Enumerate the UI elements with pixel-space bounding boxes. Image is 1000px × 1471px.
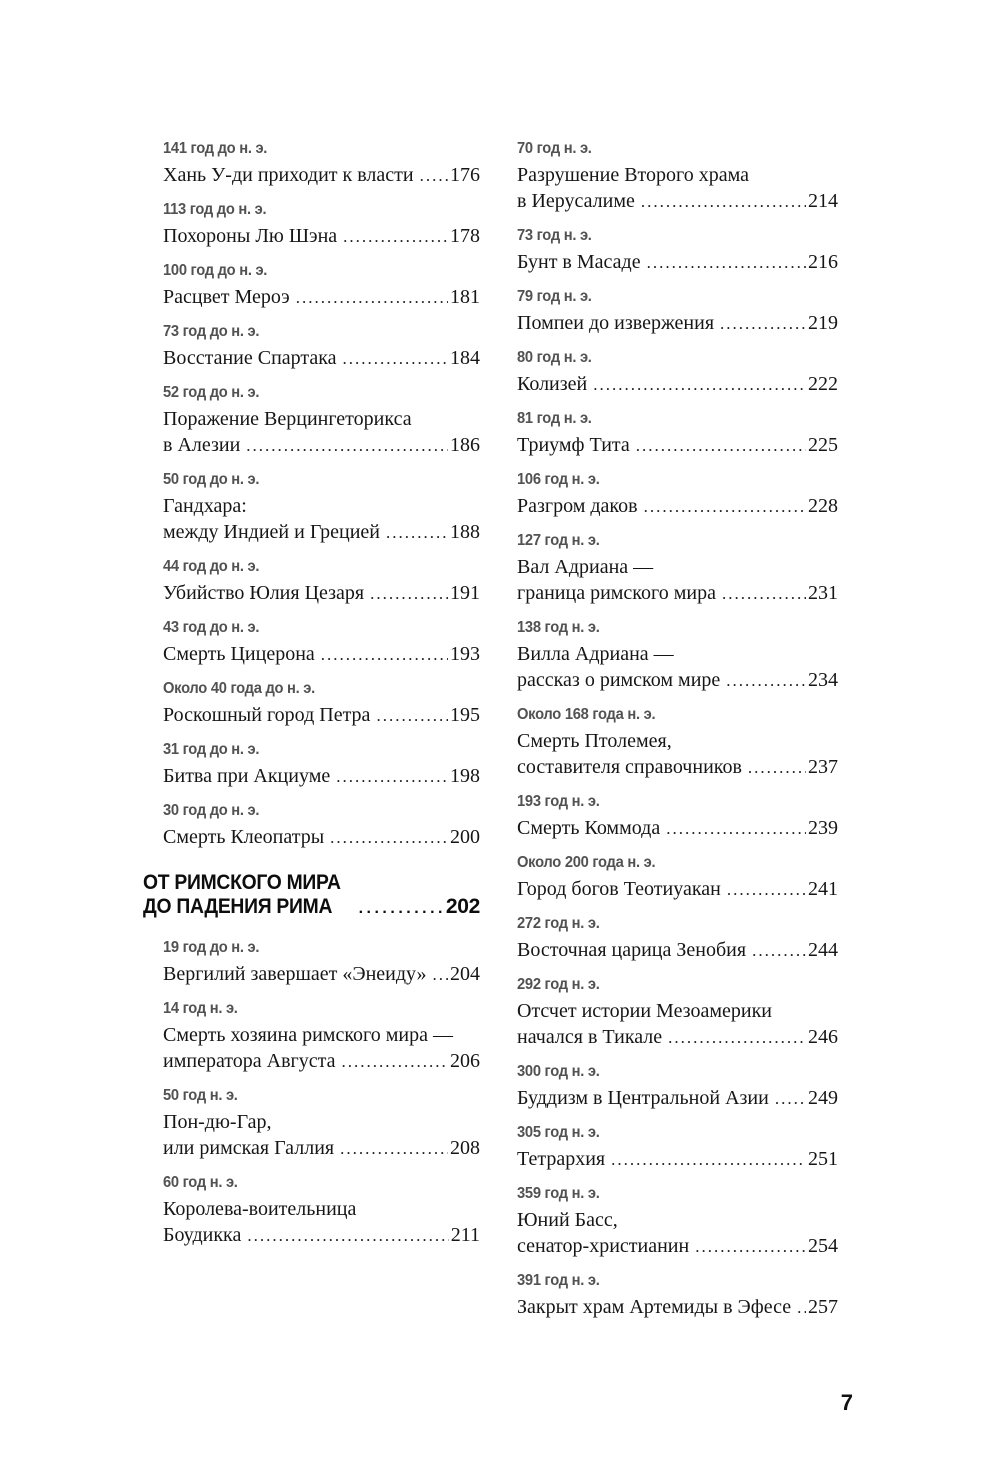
entry-title-text: Закрыт храм Артемиды в Эфесе — [517, 1296, 792, 1318]
entry-page-number: 191 — [450, 582, 480, 604]
entry-page-number: 234 — [808, 669, 838, 691]
entry-title-line — [163, 345, 480, 372]
dot-leader — [247, 1222, 448, 1249]
toc-entry — [143, 382, 480, 459]
entry-date: 138 год н. э. — [517, 619, 600, 636]
entry-date: 79 год н. э. — [517, 288, 592, 305]
dot-leader — [386, 519, 448, 546]
entry-page-number: 211 — [450, 1224, 480, 1246]
page-number: 7 — [840, 1390, 853, 1415]
entry-title-line — [517, 876, 838, 903]
entry-date: 113 год до н. э. — [163, 201, 267, 218]
entry-page-number: 176 — [450, 164, 480, 186]
toc-entry — [143, 937, 480, 988]
entry-date: 359 год н. э. — [517, 1185, 600, 1202]
dot-leader — [343, 223, 448, 250]
dot-leader — [341, 1048, 448, 1075]
toc-entry — [143, 138, 480, 189]
toc-entry — [143, 1085, 480, 1162]
entry-page-number: 244 — [808, 939, 838, 961]
toc-entry — [517, 974, 838, 1051]
entry-page-number: 251 — [808, 1148, 838, 1170]
entry-title-text: Похороны Лю Шэна — [163, 225, 338, 247]
entry-title-text: Город богов Теотиуакан — [517, 878, 721, 900]
entry-title-line — [517, 1207, 838, 1233]
toc-entry — [517, 913, 838, 964]
entry-date: 44 год до н. э. — [163, 558, 260, 575]
entry-date: 30 год до н. э. — [163, 802, 260, 819]
dot-leader — [420, 162, 448, 189]
dot-leader — [720, 310, 806, 337]
entry-title-line — [163, 1222, 480, 1249]
dot-leader — [343, 345, 448, 372]
entry-title-text: сенатор-христианин — [517, 1235, 690, 1257]
entry-title-line — [517, 1233, 838, 1260]
entry-title-line — [517, 249, 838, 276]
entry-title-text: начался в Тикале — [517, 1026, 663, 1048]
toc-entry — [143, 556, 480, 607]
entry-title-text: Помпеи до извержения — [517, 312, 715, 334]
entry-title-line — [163, 1048, 480, 1075]
entry-date: 127 год н. э. — [517, 532, 600, 549]
entry-date: 106 год н. э. — [517, 471, 600, 488]
toc-entry — [143, 469, 480, 546]
entry-title-text: Убийство Юлия Цезаря — [163, 582, 365, 604]
entry-date: 60 год н. э. — [163, 1174, 238, 1191]
entry-title-text: Гандхара: — [163, 495, 247, 517]
entry-title-text: в Алезии — [163, 434, 241, 456]
toc-entry — [517, 530, 838, 607]
entry-title-text: Отсчет истории Мезоамерики — [517, 1000, 772, 1022]
dot-leader — [666, 815, 806, 842]
entry-title-line — [163, 493, 480, 519]
dot-leader — [321, 641, 448, 668]
entry-date: 31 год до н. э. — [163, 741, 260, 758]
dot-leader — [641, 188, 806, 215]
entry-title-text: Колизей — [517, 373, 588, 395]
entry-title-text: Расцвет Мероэ — [163, 286, 290, 308]
dot-leader — [797, 1294, 806, 1321]
entry-date: 141 год до н. э. — [163, 140, 268, 157]
entry-page-number: 239 — [808, 817, 838, 839]
section-title-line — [143, 871, 480, 895]
toc-entry — [517, 852, 838, 903]
entry-title-line — [517, 937, 838, 964]
entry-title-text: императора Августа — [163, 1050, 336, 1072]
dot-leader — [340, 1135, 448, 1162]
entry-page-number: 195 — [450, 704, 480, 726]
entry-page-number: 193 — [450, 643, 480, 665]
toc-entry — [517, 791, 838, 842]
entry-page-number: 219 — [808, 312, 838, 334]
entry-title-text: Хань У-ди приходит к власти — [163, 164, 414, 186]
entry-page-number: 198 — [450, 765, 480, 787]
toc-column-left — [143, 138, 480, 1259]
entry-date: 14 год н. э. — [163, 1000, 238, 1017]
entry-page-number: 254 — [808, 1235, 838, 1257]
entry-page-number: 204 — [450, 963, 480, 985]
entry-title-text: Юний Басс, — [517, 1209, 618, 1231]
entry-title-text: Восточная царица Зенобия — [517, 939, 747, 961]
entry-title-line — [163, 162, 480, 189]
dot-leader — [752, 937, 806, 964]
toc-entry — [517, 286, 838, 337]
toc-entry — [143, 1172, 480, 1249]
dot-leader — [246, 432, 448, 459]
entry-page-number: 237 — [808, 756, 838, 778]
entry-title-line — [163, 1196, 480, 1222]
section-header — [143, 871, 480, 921]
entry-date: 300 год н. э. — [517, 1063, 600, 1080]
entry-title-text: составителя справочников — [517, 756, 742, 778]
toc-entry — [517, 617, 838, 694]
entry-title-text: Боудикка — [163, 1224, 242, 1246]
entry-title-line — [517, 1085, 838, 1112]
toc-entry — [143, 800, 480, 851]
dot-leader — [727, 876, 806, 903]
entry-date: 80 год н. э. — [517, 349, 592, 366]
entry-title-line — [163, 1109, 480, 1135]
entry-title-line — [163, 1135, 480, 1162]
entry-title-line — [163, 406, 480, 432]
toc-entry — [517, 138, 838, 215]
toc-entry — [517, 469, 838, 520]
entry-title-line — [517, 580, 838, 607]
entry-title-line — [163, 580, 480, 607]
entry-title-text: Вилла Адриана — — [517, 643, 674, 665]
entry-title-line — [517, 998, 838, 1024]
section-title-text: ДО ПАДЕНИЯ РИМА — [143, 895, 333, 918]
dot-leader — [695, 1233, 806, 1260]
entry-title-line — [517, 1294, 838, 1321]
toc-entry — [517, 408, 838, 459]
entry-page-number: 200 — [450, 826, 480, 848]
entry-page-number: 206 — [450, 1050, 480, 1072]
entry-title-text: Роскошный город Петра — [163, 704, 371, 726]
entry-page-number: 186 — [450, 434, 480, 456]
entry-title-line — [517, 1024, 838, 1051]
entry-title-text: Пон-дю-Гар, — [163, 1111, 272, 1133]
entry-page-number: 257 — [808, 1296, 838, 1318]
entry-page-number: 181 — [450, 286, 480, 308]
toc-entry — [143, 321, 480, 372]
toc-column-right — [517, 138, 838, 1331]
dot-leader — [644, 493, 806, 520]
section-title-text: ОТ РИМСКОГО МИРА — [143, 871, 341, 894]
entry-page-number: 225 — [808, 434, 838, 456]
entry-title-line — [517, 188, 838, 215]
entry-title-line — [517, 641, 838, 667]
toc-entry — [143, 260, 480, 311]
entry-title-text: граница римского мира — [517, 582, 716, 604]
entry-title-text: или римская Галлия — [163, 1137, 335, 1159]
dot-leader — [359, 895, 442, 921]
entry-title-line — [163, 519, 480, 546]
entry-date: 70 год н. э. — [517, 140, 592, 157]
entry-title-text: Буддизм в Центральной Азии — [517, 1087, 769, 1109]
entry-page-number: 241 — [808, 878, 838, 900]
entry-title-line — [517, 371, 838, 398]
section-title-line — [143, 895, 480, 921]
entry-page-number: 178 — [450, 225, 480, 247]
dot-leader — [775, 1085, 806, 1112]
entry-page-number: 222 — [808, 373, 838, 395]
toc-entry — [143, 678, 480, 729]
entry-date: 305 год н. э. — [517, 1124, 600, 1141]
entry-title-line — [163, 961, 480, 988]
entry-title-line — [517, 1146, 838, 1173]
entry-title-text: Поражение Верцингеторикса — [163, 408, 412, 430]
dot-leader — [370, 580, 448, 607]
entry-title-text: Разгром даков — [517, 495, 638, 517]
dot-leader — [647, 249, 806, 276]
dot-leader — [636, 432, 806, 459]
entry-title-text: Королева-воительница — [163, 1198, 357, 1220]
toc-entry — [517, 347, 838, 398]
entry-date: 81 год н. э. — [517, 410, 592, 427]
entry-title-line — [163, 432, 480, 459]
entry-title-line — [517, 310, 838, 337]
entry-title-text: Тетрархия — [517, 1148, 606, 1170]
entry-date: 50 год н. э. — [163, 1087, 238, 1104]
entry-title-line — [517, 667, 838, 694]
entry-page-number: 216 — [808, 251, 838, 273]
dot-leader — [336, 763, 448, 790]
entry-date: Около 40 года до н. э. — [163, 680, 315, 697]
entry-title-line — [517, 754, 838, 781]
entry-title-text: рассказ о римском мире — [517, 669, 721, 691]
entry-date: 19 год до н. э. — [163, 939, 260, 956]
entry-date: Около 200 года н. э. — [517, 854, 656, 871]
entry-title-text: Смерть Клеопатры — [163, 826, 325, 848]
entry-date: 292 год н. э. — [517, 976, 600, 993]
entry-title-text: Разрушение Второго храма — [517, 164, 749, 186]
entry-date: 43 год до н. э. — [163, 619, 260, 636]
entry-title-text: Вергилий завершает «Энеиду» — [163, 963, 427, 985]
entry-title-text: Смерть хозяина римского мира — — [163, 1024, 453, 1046]
toc-entry — [143, 739, 480, 790]
entry-title-text: Восстание Спартака — [163, 347, 337, 369]
entry-title-text: Триумф Тита — [517, 434, 630, 456]
entry-page-number: 249 — [808, 1087, 838, 1109]
entry-title-text: Битва при Акциуме — [163, 765, 331, 787]
entry-page-number: 228 — [808, 495, 838, 517]
entry-title-line — [517, 493, 838, 520]
entry-title-line — [517, 162, 838, 188]
entry-page-number: 188 — [450, 521, 480, 543]
entry-title-text: Смерть Птолемея, — [517, 730, 672, 752]
entry-date: Около 168 года н. э. — [517, 706, 656, 723]
dot-leader — [433, 961, 448, 988]
entry-title-text: Вал Адриана — — [517, 556, 654, 578]
dot-leader — [376, 702, 448, 729]
entry-title-text: в Иерусалиме — [517, 190, 635, 212]
toc-entry — [517, 1183, 838, 1260]
entry-date: 73 год до н. э. — [163, 323, 260, 340]
toc-entry — [517, 1122, 838, 1173]
entry-title-line — [163, 641, 480, 668]
entry-title-line — [517, 815, 838, 842]
toc-entry — [143, 199, 480, 250]
dot-leader — [726, 667, 806, 694]
dot-leader — [748, 754, 806, 781]
dot-leader — [330, 824, 448, 851]
entry-page-number: 231 — [808, 582, 838, 604]
entry-page-number: 184 — [450, 347, 480, 369]
dot-leader — [611, 1146, 806, 1173]
entry-title-line — [517, 554, 838, 580]
entry-title-text: между Индией и Грецией — [163, 521, 381, 543]
entry-date: 391 год н. э. — [517, 1272, 600, 1289]
entry-title-line — [163, 824, 480, 851]
entry-title-line — [163, 702, 480, 729]
entry-title-text: Бунт в Масаде — [517, 251, 641, 273]
entry-date: 193 год н. э. — [517, 793, 600, 810]
dot-leader — [722, 580, 806, 607]
entry-date: 272 год н. э. — [517, 915, 600, 932]
entry-page-number: 208 — [450, 1137, 480, 1159]
toc-entry — [517, 1061, 838, 1112]
dot-leader — [668, 1024, 806, 1051]
entry-title-line — [163, 763, 480, 790]
entry-date: 52 год до н. э. — [163, 384, 260, 401]
entry-title-line — [163, 1022, 480, 1048]
entry-title-text: Смерть Цицерона — [163, 643, 315, 665]
entry-title-line — [517, 432, 838, 459]
entry-title-text: Смерть Коммода — [517, 817, 661, 839]
toc-entry — [517, 1270, 838, 1321]
entry-page-number: 246 — [808, 1026, 838, 1048]
dot-leader — [593, 371, 806, 398]
toc-entry — [517, 225, 838, 276]
entry-title-line — [163, 223, 480, 250]
entry-date: 73 год н. э. — [517, 227, 592, 244]
entry-title-line — [517, 728, 838, 754]
toc-entry — [143, 617, 480, 668]
entry-page-number: 214 — [808, 190, 838, 212]
entry-title-line — [163, 284, 480, 311]
section-page-number: 202 — [445, 895, 480, 918]
entry-date: 50 год до н. э. — [163, 471, 260, 488]
toc-entry — [517, 704, 838, 781]
toc-entry — [143, 998, 480, 1075]
dot-leader — [296, 284, 448, 311]
entry-date: 100 год до н. э. — [163, 262, 268, 279]
